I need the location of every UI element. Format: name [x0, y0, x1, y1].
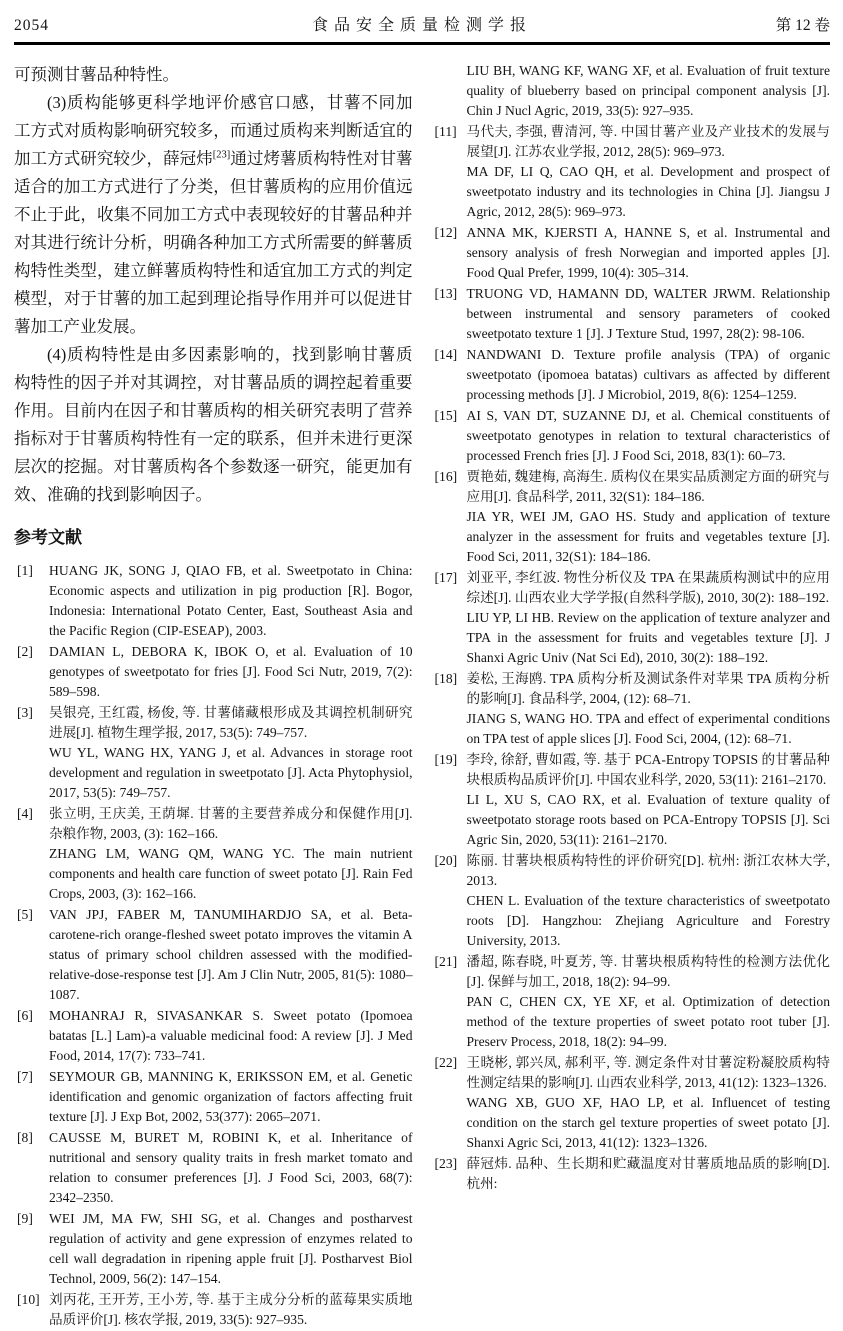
reference-text-translation: JIA YR, WEI JM, GAO HS. Study and application of texture analyzer in the assessment for fruits and vegetables texture [J]. Food Sci, 2011, 32(S1): 184–186. — [466, 509, 830, 564]
reference-number: [1] — [17, 563, 33, 578]
reference-text: 陈丽. 甘薯块根质构特性的评价研究[D]. 杭州: 浙江农林大学, 2013. — [466, 853, 830, 888]
references-list-left — [14, 561, 413, 1330]
journal-title: 食品安全质量检测学报 — [311, 17, 532, 34]
paragraph-lead: 可预测甘薯品种特性。 — [14, 65, 179, 84]
reference-text: SEYMOUR GB, MANNING K, ERIKSSON EM, et al. Genetic identification and genomic organization of factors affecting fruit texture [J]. J Exp Bot, 2002, 53(377): 2065–2071. — [49, 1069, 413, 1124]
reference-item — [432, 223, 831, 283]
reference-number: [8] — [17, 1130, 33, 1145]
reference-text-translation: CHEN L. Evaluation of the texture characteristics of sweetpotato roots [D]. Hangzhou: Zhejiang Agriculture and Forestry University, 2013. — [466, 893, 830, 948]
reference-text: 马代夫, 李强, 曹清河, 等. 中国甘薯产业及产业技术的发展与展望[J]. 江苏农业学报, 2012, 28(5): 969–973. — [466, 124, 830, 159]
reference-number: [21] — [434, 954, 458, 969]
reference-continuation — [432, 61, 831, 121]
reference-number: [5] — [17, 907, 33, 922]
reference-item — [432, 568, 831, 668]
reference-body — [49, 804, 413, 904]
reference-text-translation: JIANG S, WANG HO. TPA and effect of experimental conditions on TPA test of apple slices [J]. Food Sci, 2004, (12): 68–71. — [466, 711, 830, 746]
reference-text: 李玲, 徐舒, 曹如霞, 等. 基于 PCA-Entropy TOPSIS 的甘薯品种块根质构品质评价[J]. 中国农业科学, 2020, 53(11): 2161–2170. — [466, 752, 830, 787]
reference-text: 潘超, 陈春晓, 叶夏芳, 等. 甘薯块根质构特性的检测方法优化[J]. 保鲜与加工, 2018, 18(2): 94–99. — [466, 954, 830, 989]
reference-number — [432, 61, 467, 121]
reference-item — [14, 905, 413, 1005]
reference-number: [18] — [434, 671, 458, 686]
reference-text: CAUSSE M, BURET M, ROBINI K, et al. Inheritance of nutritional and sensory quality traits in fresh market tomato and relation to consumer preferences [J]. J Food Sci, 2003, 68(7): 2342–2350. — [49, 1130, 413, 1205]
reference-text: AI S, VAN DT, SUZANNE DJ, et al. Chemical constituents of sweetpotato genotypes in relation to textural characteristics of processed French fries [J]. J Food Sci, 2018, 83(1): 60–73. — [466, 408, 830, 463]
reference-item — [432, 1053, 831, 1153]
reference-text: 吴银亮, 王红霞, 杨俊, 等. 甘薯储藏根形成及其调控机制研究进展[J]. 植物生理学报, 2017, 53(5): 749–757. — [49, 705, 413, 740]
reference-text-translation: MA DF, LI Q, CAO QH, et al. Development and prospect of sweetpotato industry and its technologies in China [J]. Jiangsu J Agric, 2012, 28(5): 969–973. — [466, 164, 830, 219]
reference-text-translation: WANG XB, GUO XF, HAO LP, et al. Influencet of testing condition on the starch gel texture properties of sweet potato [J]. Shanxi Agric Sci, 2013, 41(12): 1323–1326. — [466, 1095, 830, 1150]
reference-number: [17] — [434, 570, 458, 585]
reference-item — [432, 669, 831, 749]
paragraph-3 — [14, 89, 413, 341]
reference-number: [3] — [17, 705, 33, 720]
reference-body — [49, 703, 413, 803]
reference-body — [467, 1154, 831, 1194]
paragraph-3-text-cont: 通过烤薯质构特性对甘薯适合的加工方式进行了分类，但甘薯质构的应用价值远不止于此，收集不同加工方式中表现较好的甘薯品种并对其进行统计分析，明确各种加工方式所需要的鲜薯质构特性类型，建立鲜薯质构特性和适宜加工方式的判定模型，对于甘薯的加工起到理论指导作用并可以促进甘薯加工产业发展。 — [14, 149, 413, 336]
reference-body — [467, 851, 831, 951]
reference-text-translation: LI L, XU S, CAO RX, et al. Evaluation of texture quality of sweetpotato storage roots based on PCA-Entropy TOPSIS [J]. Sci Agric Sin, 2020, 53(11): 2161–2170. — [466, 792, 830, 847]
reference-text-translation: PAN C, CHEN CX, YE XF, et al. Optimization of detection method of the texture properties of sweet potato root tuber [J]. Preserv Process, 2018, 18(2): 94–99. — [466, 994, 830, 1049]
reference-item — [14, 1128, 413, 1208]
reference-number: [7] — [17, 1069, 33, 1084]
reference-item — [432, 1154, 831, 1194]
reference-number: [14] — [434, 347, 458, 362]
reference-body — [467, 284, 831, 344]
header-rule — [14, 42, 830, 45]
paragraph-3-text: (3)质构能够更科学地评价感官口感，甘薯不同加工方式对质构影响研究较多，而通过质构来判断适宜的加工方式研究较少，薛冠炜 — [14, 93, 413, 168]
reference-item — [432, 284, 831, 344]
reference-body — [467, 952, 831, 1052]
two-column-body — [14, 61, 830, 1331]
reference-body — [467, 1053, 831, 1153]
reference-number: [13] — [434, 286, 458, 301]
reference-text: TRUONG VD, HAMANN DD, WALTER JRWM. Relationship between instrumental and sensory parameters of cooked sweetpotato texture 1 [J]. J Texture Stud, 1997, 28(2): 98-106. — [466, 286, 830, 341]
reference-body — [467, 669, 831, 749]
reference-text: 刘丙花, 王开芳, 王小芳, 等. 基于主成分分析的蓝莓果实质地品质评价[J]. 核农学报, 2019, 33(5): 927–935. — [49, 1292, 413, 1327]
reference-item — [432, 851, 831, 951]
reference-number: [15] — [434, 408, 458, 423]
reference-number: [10] — [17, 1292, 40, 1307]
reference-text: 姜松, 王海鸥. TPA 质构分析及测试条件对苹果 TPA 质构分析的影响[J]. 食品科学, 2004, (12): 68–71. — [466, 671, 830, 706]
reference-item — [14, 1067, 413, 1127]
reference-text: ANNA MK, KJERSTI A, HANNE S, et al. Instrumental and sensory analysis of fresh Norwegian and imported apples [J]. Food Qual Prefer, 1999, 10(4): 305–314. — [466, 225, 830, 280]
reference-text: NANDWANI D. Texture profile analysis (TPA) of organic sweetpotato (ipomoea batatas) cultivars as affected by different processing methods [J]. J Microbiol, 2019, 8(6): 1254–1259. — [466, 347, 830, 402]
page-number: 2054 — [14, 17, 49, 34]
reference-body — [467, 750, 831, 850]
paragraph-4: (4)质构特性是由多因素影响的，找到影响甘薯质构特性的因子并对其调控，对甘薯品质的调控起着重要作用。目前内在因子和甘薯质构的相关研究表明了营养指标对于甘薯质构特性有一定的联系，但并未进行更深层次的挖掘。对甘薯质构各个参数逐一研究，能更加有效、准确的找到影响因子。 — [14, 345, 413, 504]
reference-number: [19] — [434, 752, 458, 767]
reference-text: 薛冠炜. 品种、生长期和贮藏温度对甘薯质地品质的影响[D]. 杭州: — [466, 1156, 830, 1191]
reference-number: [12] — [434, 225, 458, 240]
reference-body — [467, 223, 831, 283]
reference-item — [14, 642, 413, 702]
reference-body — [49, 1209, 413, 1289]
reference-text: 王晓彬, 郭兴凤, 郝利平, 等. 测定条件对甘薯淀粉凝胶质构特性测定结果的影响[J]. 山西农业科学, 2013, 41(12): 1323–1326. — [466, 1055, 830, 1090]
reference-body — [467, 568, 831, 668]
reference-body — [467, 467, 831, 567]
reference-item — [432, 467, 831, 567]
reference-number: [23] — [434, 1156, 458, 1171]
reference-body — [49, 1128, 413, 1208]
reference-body — [467, 345, 831, 405]
reference-body — [467, 406, 831, 466]
reference-text-translation: LIU BH, WANG KF, WANG XF, et al. Evaluation of fruit texture quality of blueberry based on principal component analysis [J]. Chin J Nucl Agric, 2019, 33(5): 927–935. — [466, 63, 830, 118]
references-list-right — [432, 61, 831, 1194]
reference-number: [6] — [17, 1008, 33, 1023]
reference-item — [14, 1209, 413, 1289]
reference-text: 贾艳茹, 魏建梅, 高海生. 质构仪在果实品质测定方面的研究与应用[J]. 食品科学, 2011, 32(S1): 184–186. — [466, 469, 830, 504]
reference-body — [467, 61, 831, 121]
reference-item — [14, 804, 413, 904]
reference-number: [9] — [17, 1211, 33, 1226]
references-heading: 参考文献 — [14, 528, 82, 547]
reference-text: 张立明, 王庆美, 王荫墀. 甘薯的主要营养成分和保健作用[J]. 杂粮作物, 2003, (3): 162–166. — [49, 806, 413, 841]
reference-number: [2] — [17, 644, 33, 659]
reference-item — [14, 703, 413, 803]
reference-number: [16] — [434, 469, 458, 484]
reference-body — [467, 122, 831, 222]
reference-text-translation: LIU YP, LI HB. Review on the application of texture analyzer and TPA in the assessment for fruits and vegetables texture [J]. J Shanxi Agric Univ (Nat Sci Ed), 2010, 30(2): 188–192. — [466, 610, 830, 665]
reference-body — [49, 561, 413, 641]
reference-item — [14, 561, 413, 641]
reference-item — [432, 952, 831, 1052]
reference-item — [14, 1006, 413, 1066]
reference-body — [49, 1290, 413, 1330]
reference-body — [49, 642, 413, 702]
volume-label: 第 12 卷 — [775, 17, 830, 34]
reference-item — [432, 750, 831, 850]
reference-text: 刘亚平, 李红波. 物性分析仪及 TPA 在果蔬质构测试中的应用综述[J]. 山西农业大学学报(自然科学版), 2010, 30(2): 188–192. — [466, 570, 830, 605]
reference-number: [20] — [434, 853, 458, 868]
reference-text: MOHANRAJ R, SIVASANKAR S. Sweet potato (Ipomoea batatas [L.] Lam)-a valuable medicinal food: A review [J]. J Med Food, 2014, 17(7): 733–741. — [49, 1008, 413, 1063]
reference-item — [432, 122, 831, 222]
reference-text-translation: ZHANG LM, WANG QM, WANG YC. The main nutrient components and health care function of sweet potato [J]. Rain Fed Crops, 2003, (3): 162–166. — [49, 846, 413, 901]
reference-text: WEI JM, MA FW, SHI SG, et al. Changes and postharvest regulation of activity and gene expression of enzymes related to cell wall degradation in ripening apple fruit [J]. Postharvest Biol Technol, 2009, 56(2): 147–154. — [49, 1211, 413, 1286]
reference-body — [49, 1067, 413, 1127]
reference-number: [11] — [434, 124, 457, 139]
reference-text: HUANG JK, SONG J, QIAO FB, et al. Sweetpotato in China: Economic aspects and utilization in pig production [R]. Bogor, Indonesia: International Potato Center, East, Southeast Asia and the Pacific Region (CIP-ESEAP), 2003. — [49, 563, 413, 638]
reference-item — [432, 345, 831, 405]
page-header — [14, 12, 830, 35]
reference-text: VAN JPJ, FABER M, TANUMIHARDJO SA, et al. Beta-carotene-rich orange-fleshed sweet potato improves the vitamin A status of primary school children assessed with the modified-relative-dose-response test [J]. Am J Clin Nutr, 2005, 81(5): 1080–1087. — [49, 907, 413, 1002]
reference-text-translation: WU YL, WANG HX, YANG J, et al. Advances in storage root development and regulation in sweetpotato [J]. Acta Phytophysiol, 2017, 53(5): 749–757. — [49, 745, 413, 800]
reference-item — [432, 406, 831, 466]
reference-body — [49, 1006, 413, 1066]
left-column — [14, 61, 413, 1331]
citation-superscript: [23] — [212, 149, 231, 161]
reference-number: [22] — [434, 1055, 458, 1070]
reference-body — [49, 905, 413, 1005]
reference-text: DAMIAN L, DEBORA K, IBOK O, et al. Evaluation of 10 genotypes of sweetpotato for fries [J]. Food Sci Nutr, 2019, 7(2): 589–598. — [49, 644, 413, 699]
reference-number: [4] — [17, 806, 33, 821]
right-column — [432, 61, 831, 1331]
reference-item — [14, 1290, 413, 1330]
